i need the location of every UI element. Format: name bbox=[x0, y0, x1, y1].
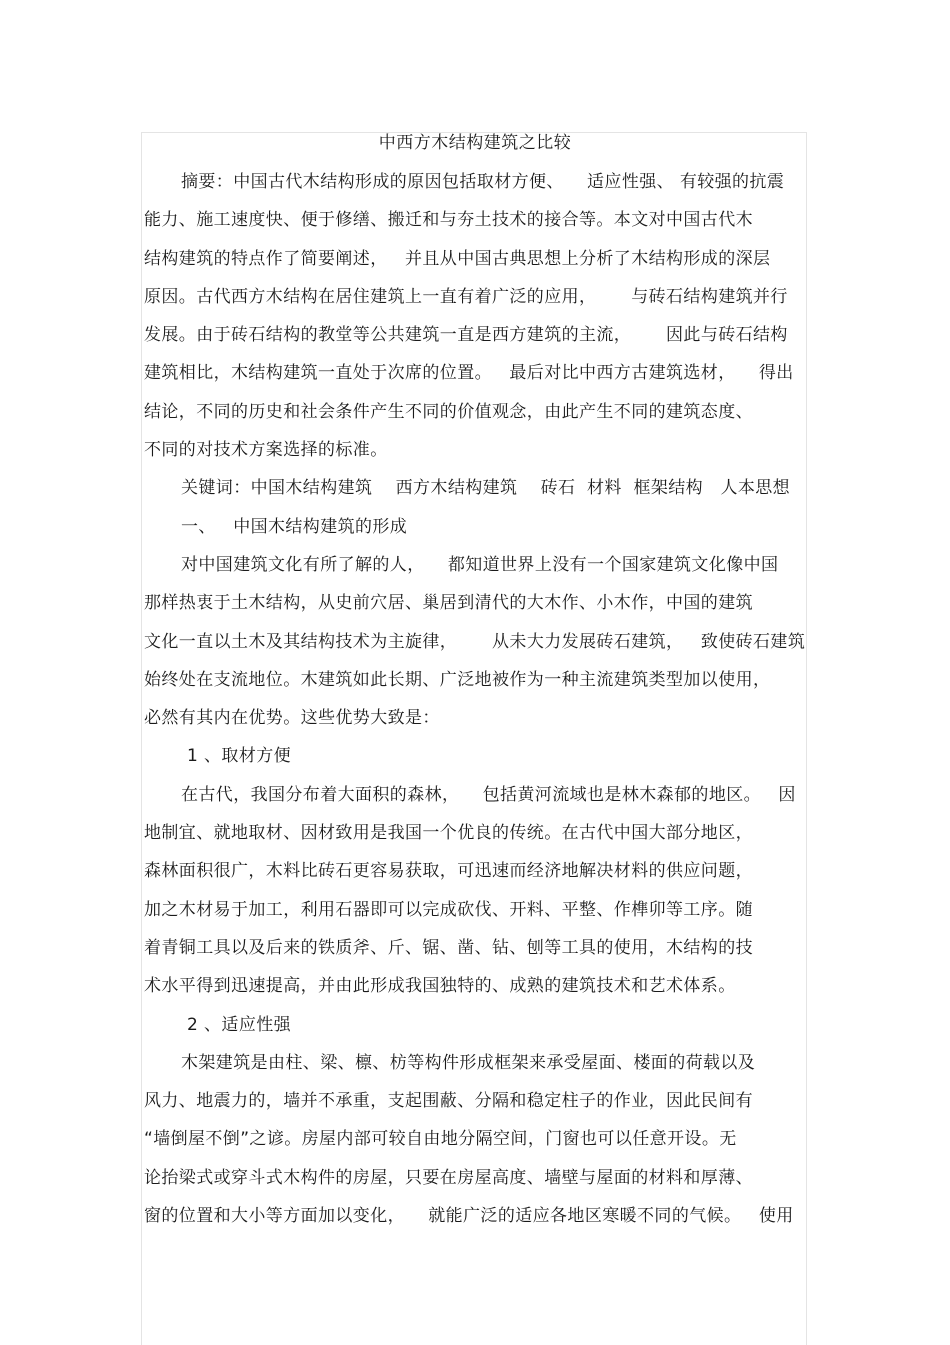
paragraph-line: 那样热衷于土木结构，从史前穴居、巢居到清代的大木作、小木作，中国的建筑 bbox=[144, 593, 753, 614]
subsection-heading: 1 、取材方便 bbox=[187, 746, 292, 767]
abstract-line: 结构建筑的特点作了简要阐述， 并且从中国古典思想上分析了木结构形成的深层 bbox=[144, 248, 771, 269]
paragraph-line: 着青铜工具以及后来的铁质斧、斤、锯、凿、钻、刨等工具的使用，木结构的技 bbox=[144, 937, 753, 958]
paragraph-line: 始终处在支流地位。木建筑如此长期、广泛地被作为一种主流建筑类型加以使用， bbox=[144, 669, 771, 690]
abstract-line: 不同的对技术方案选择的标准。 bbox=[144, 440, 388, 461]
abstract-line: 建筑相比，木结构建筑一直处于次席的位置。 最后对比中西方古建筑选材， 得出 bbox=[144, 363, 794, 384]
paragraph-line: 木架建筑是由柱、梁、檩、枋等构件形成框架来承受屋面、楼面的荷载以及 bbox=[181, 1052, 756, 1073]
paragraph-line: 论抬梁式或穿斗式木构件的房屋，只要在房屋高度、墙壁与屋面的材料和厚薄、 bbox=[144, 1167, 753, 1188]
paragraph-line: 地制宜、就地取材、因材致用是我国一个优良的传统。在古代中国大部分地区， bbox=[144, 823, 753, 844]
paragraph-line: 必然有其内在优势。这些优势大致是： bbox=[144, 708, 440, 729]
document-title: 中西方木结构建筑之比较 bbox=[378, 133, 572, 153]
abstract-line: 发展。由于砖石结构的教堂等公共建筑一直是西方建筑的主流， 因此与砖石结构 bbox=[144, 325, 788, 346]
abstract-line: 结论，不同的历史和社会条件产生不同的价值观念，由此产生不同的建筑态度、 bbox=[144, 401, 753, 422]
section-heading: 一、 中国木结构建筑的形成 bbox=[181, 516, 408, 537]
paragraph-line: 风力、地震力的，墙并不承重，支起围蔽、分隔和稳定柱子的作业，因此民间有 bbox=[144, 1091, 753, 1112]
paragraph-line: “墙倒屋不倒”之谚。房屋内部可较自由地分隔空间，门窗也可以任意开设。无 bbox=[144, 1129, 737, 1150]
document-body bbox=[144, 128, 806, 1239]
abstract-line: 原因。古代西方木结构在居住建筑上一直有着广泛的应用， 与砖石结构建筑并行 bbox=[144, 286, 788, 307]
paragraph-line: 在古代，我国分布着大面积的森林， 包括黄河流域也是林木森郁的地区。 因 bbox=[181, 784, 796, 805]
keywords-line: 关键词：中国木结构建筑 西方木结构建筑 砖石 材料 框架结构 人本思想 bbox=[181, 478, 791, 499]
paragraph-line: 术水平得到迅速提高，并由此形成我国独特的、成熟的建筑技术和艺术体系。 bbox=[144, 976, 736, 997]
subsection-heading: 2 、适应性强 bbox=[187, 1014, 292, 1035]
paragraph-line: 加之木材易于加工，利用石器即可以完成砍伐、开料、平整、作榫卯等工序。随 bbox=[144, 899, 753, 920]
abstract-line: 摘要：中国古代木结构形成的原因包括取材方便、 适应性强、 有较强的抗震 bbox=[181, 172, 785, 192]
paragraph-line: 森林面积很广，木料比砖石更容易获取，可迅速而经济地解决材料的供应问题， bbox=[144, 861, 753, 882]
abstract-line: 能力、施工速度快、便于修缮、搬迁和与夯土技术的接合等。本文对中国古代木 bbox=[144, 210, 753, 231]
paragraph-line: 窗的位置和大小等方面加以变化， 就能广泛的适应各地区寒暖不同的气候。 使用 bbox=[144, 1206, 794, 1227]
paragraph-line: 文化一直以土木及其结构技术为主旋律， 从未大力发展砖石建筑， 致使砖石建筑 bbox=[144, 631, 806, 652]
paragraph-line: 对中国建筑文化有所了解的人， 都知道世界上没有一个国家建筑文化像中国 bbox=[181, 554, 779, 575]
